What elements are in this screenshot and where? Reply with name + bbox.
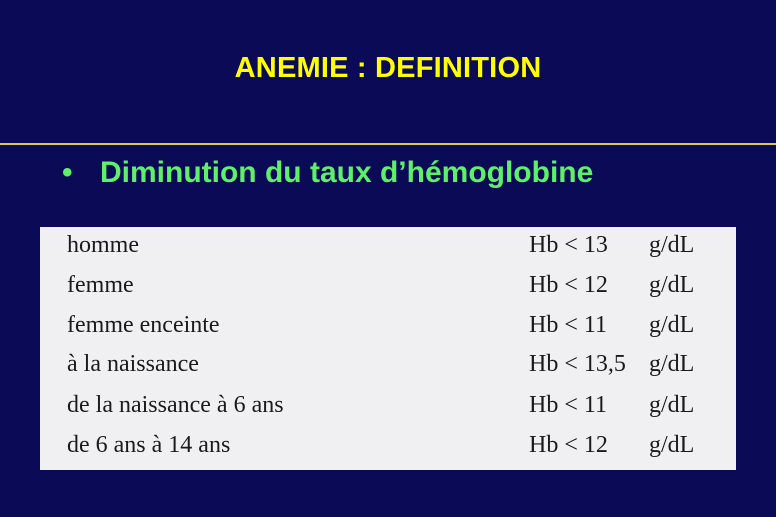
unit-label: g/dL (649, 232, 695, 258)
population-label: femme enceinte (67, 312, 220, 338)
unit-label: g/dL (649, 312, 695, 338)
population-label: de la naissance à 6 ans (67, 392, 284, 418)
hb-threshold: Hb < 11 (529, 392, 607, 418)
population-label: homme (67, 232, 139, 258)
hemoglobin-threshold-table (40, 227, 736, 470)
hb-threshold: Hb < 12 (529, 272, 608, 298)
unit-label: g/dL (649, 392, 695, 418)
table-row (40, 269, 736, 309)
bullet-marker: • (62, 156, 73, 189)
population-label: de 6 ans à 14 ans (67, 432, 231, 458)
population-label: femme (67, 272, 134, 298)
table-row (40, 348, 736, 388)
table-row (40, 389, 736, 429)
table-row (40, 309, 736, 349)
hb-threshold: Hb < 13 (529, 232, 608, 258)
hb-threshold: Hb < 12 (529, 432, 608, 458)
table-row (40, 229, 736, 269)
slide-title: ANEMIE : DEFINITION (234, 52, 542, 84)
unit-label: g/dL (649, 351, 695, 377)
unit-label: g/dL (649, 432, 695, 458)
hb-threshold: Hb < 13,5 (529, 351, 626, 377)
table-row (40, 429, 736, 469)
hb-threshold: Hb < 11 (529, 312, 607, 338)
bullet-text: Diminution du taux d’hémoglobine (100, 156, 594, 189)
title-divider (0, 143, 776, 145)
unit-label: g/dL (649, 272, 695, 298)
bullet-item (62, 156, 593, 190)
population-label: à la naissance (67, 351, 199, 377)
